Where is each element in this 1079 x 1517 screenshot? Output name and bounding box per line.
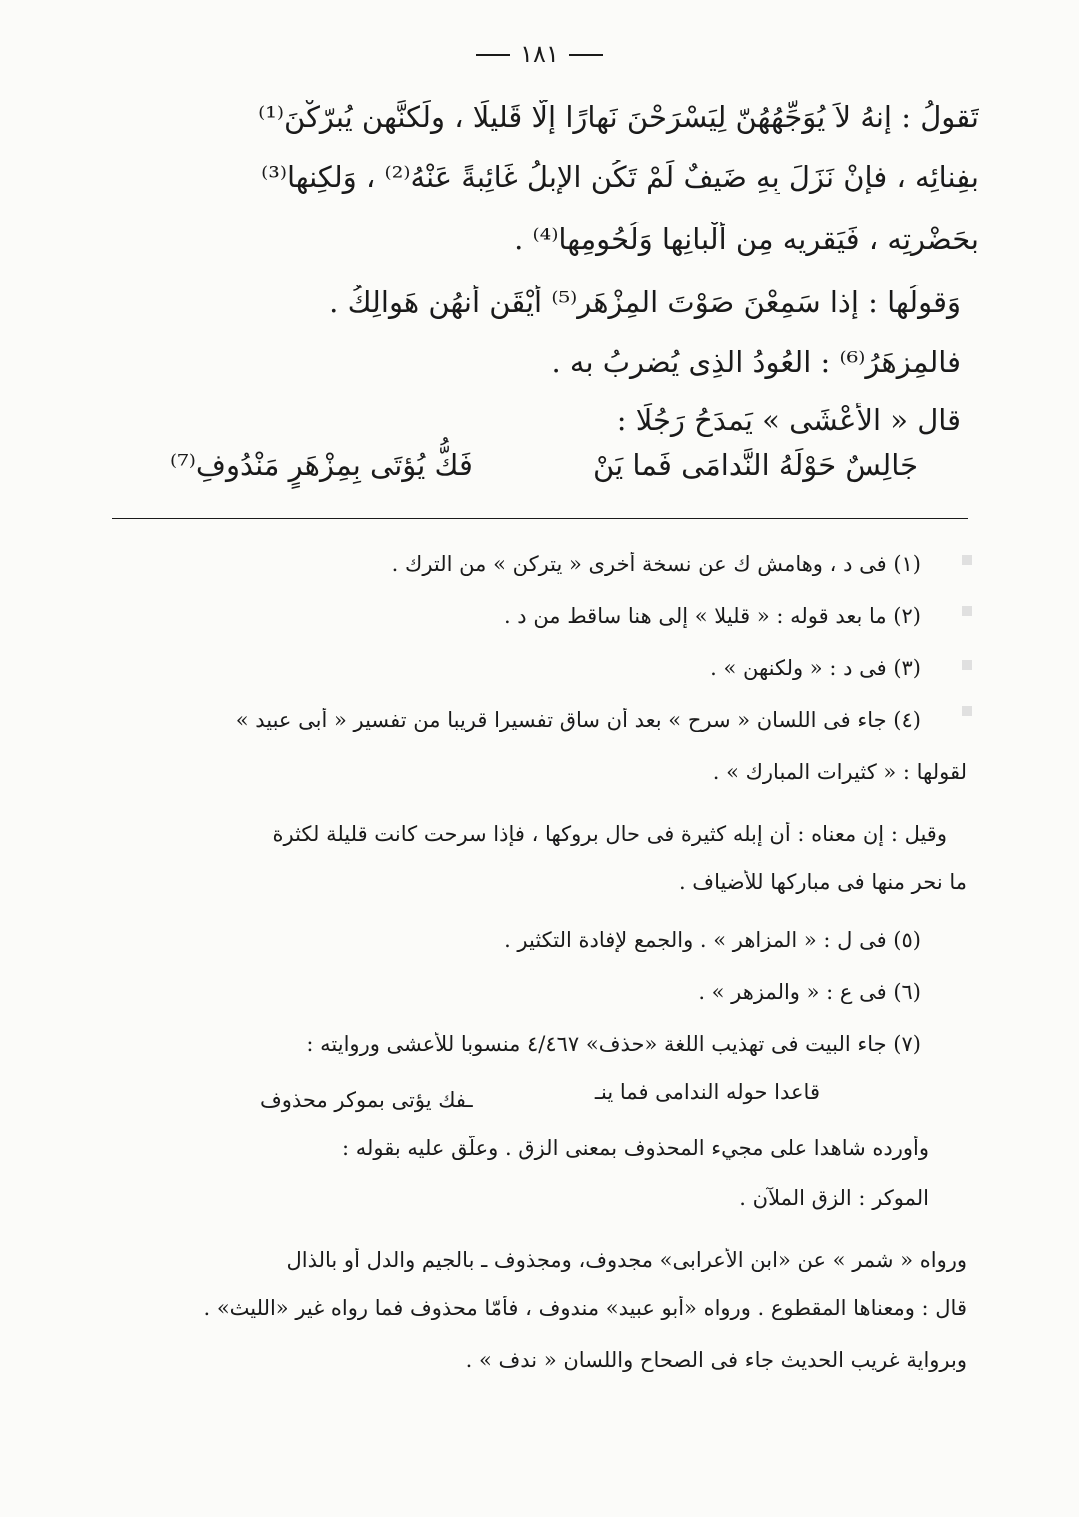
verse-hemistich-1: جَالِسٌ حَوْلَهُ النَّدامَى فَما يَنْ xyxy=(593,448,918,482)
footnote-1: (١) فى د ، وهامش ك عن نسخة أخرى « يتركن » من الترك . xyxy=(391,552,921,576)
footnote-6: (٦) فى ع : « والمزهر » . xyxy=(698,980,921,1004)
footnote-verse-hemistich-2: ـفك يؤتى بموكر محذوف xyxy=(260,1088,473,1112)
main-line-3: بحَضْرتِه ، فَيَقريه مِن أَلْبانِها وَلُحُومِها⁽⁴⁾ . xyxy=(514,222,979,256)
scan-speck xyxy=(962,555,972,565)
footnote-4-para2: وقيل : إن معناه : أن إبله كثيرة فى حال بروكها ، فإذا سرحت كانت قليلة لكثرة xyxy=(272,822,947,846)
footnote-separator xyxy=(112,518,968,519)
footnote-4-cont: لقولها : « كثيرات المبارك » . xyxy=(712,760,967,784)
footnote-4-para2-cont: ما نحر منها فى مباركها للأضياف . xyxy=(678,870,967,894)
footnote-3: (٣) فى د : « ولكنهن » . xyxy=(710,656,921,680)
scan-speck xyxy=(962,606,972,616)
footnote-4: (٤) جاء فى اللسان « سرح » بعد أن ساق تفسيرا قريبا من تفسير « أبى عبيد » xyxy=(235,708,921,732)
page-number-dash-left xyxy=(476,54,510,56)
verse-hemistich-2: فَكُّ يُؤتَى بِمِزْهَرٍ مَنْدُوفِ⁽⁷⁾ xyxy=(170,448,473,482)
main-line-6: قال « الأَعْشَى » يَمدَحُ رَجُلًا : xyxy=(616,403,961,437)
scan-speck xyxy=(962,660,972,670)
main-line-1: تَقولُ : إنهُ لاَ يُوَجِّهُهُنّ لِيَسْرَحْنَ نَهارًا إلّا قَليلًا ، ولَكنَّهن يُبرّكْنَ⁽¹⁾ xyxy=(258,100,979,134)
page-number-text: ١٨١ xyxy=(520,40,559,68)
main-line-4: وَقولُها : إذا سَمِعْنَ صَوْتَ المِزْهَرِ⁽⁵⁾ أَيْقَن أَنهُن هَوالِكُ . xyxy=(329,285,961,319)
footnote-7-cont-5: وبرواية غريب الحديث جاء فى الصحاح واللسان « ندف » . xyxy=(465,1348,967,1372)
footnote-5: (٥) فى ل : « المزاهر » . والجمع لإفادة التكثير . xyxy=(504,928,921,952)
footnote-2: (٢) ما بعد قوله : « قليلا » إلى هنا ساقط من د . xyxy=(503,604,921,628)
footnote-7-cont-3: ورواه « شمر » عن «ابن الأعرابى» مجدوف، ومجذوف ـ بالجيم والدل أو بالذال xyxy=(286,1248,967,1272)
footnote-7: (٧) جاء البيت فى تهذيب اللغة «حذف» ٤/٤٦٧ منسوبا للأعشى وروايته : xyxy=(306,1032,921,1056)
verse xyxy=(170,448,918,498)
main-line-5: فالمِزهَرُ⁽⁶⁾ : العُودُ الذِى يُضربُ به . xyxy=(551,345,961,379)
footnote-7-cont-1: وأورده شاهدا على مجيء المحذوف بمعنى الزق . وعلّق عليه بقوله : xyxy=(341,1136,929,1160)
page-number xyxy=(0,40,1079,68)
main-line-2: بفِنائِه ، فإنْ نَزَلَ بِهِ ضَيفٌ لَمْ تَكُن الإِبلُ غَائِبةً عَنْهُ⁽²⁾ ، وَلكِنها⁽³⁾ xyxy=(261,160,979,194)
page-number-dash-right xyxy=(569,54,603,56)
footnote-7-cont-2: الموكر : الزق الملآن . xyxy=(739,1186,929,1210)
footnote-7-cont-4: قال : ومعناها المقطوع . ورواه «أبو عبيد» مندوف ، فأمّا محذوف فما رواه غير «الليث» . xyxy=(203,1296,967,1320)
scan-speck xyxy=(962,706,972,716)
footnote-verse xyxy=(260,1080,820,1116)
footnote-verse-hemistich-1: قاعدا حوله الندامى فما ينـ xyxy=(594,1080,820,1104)
